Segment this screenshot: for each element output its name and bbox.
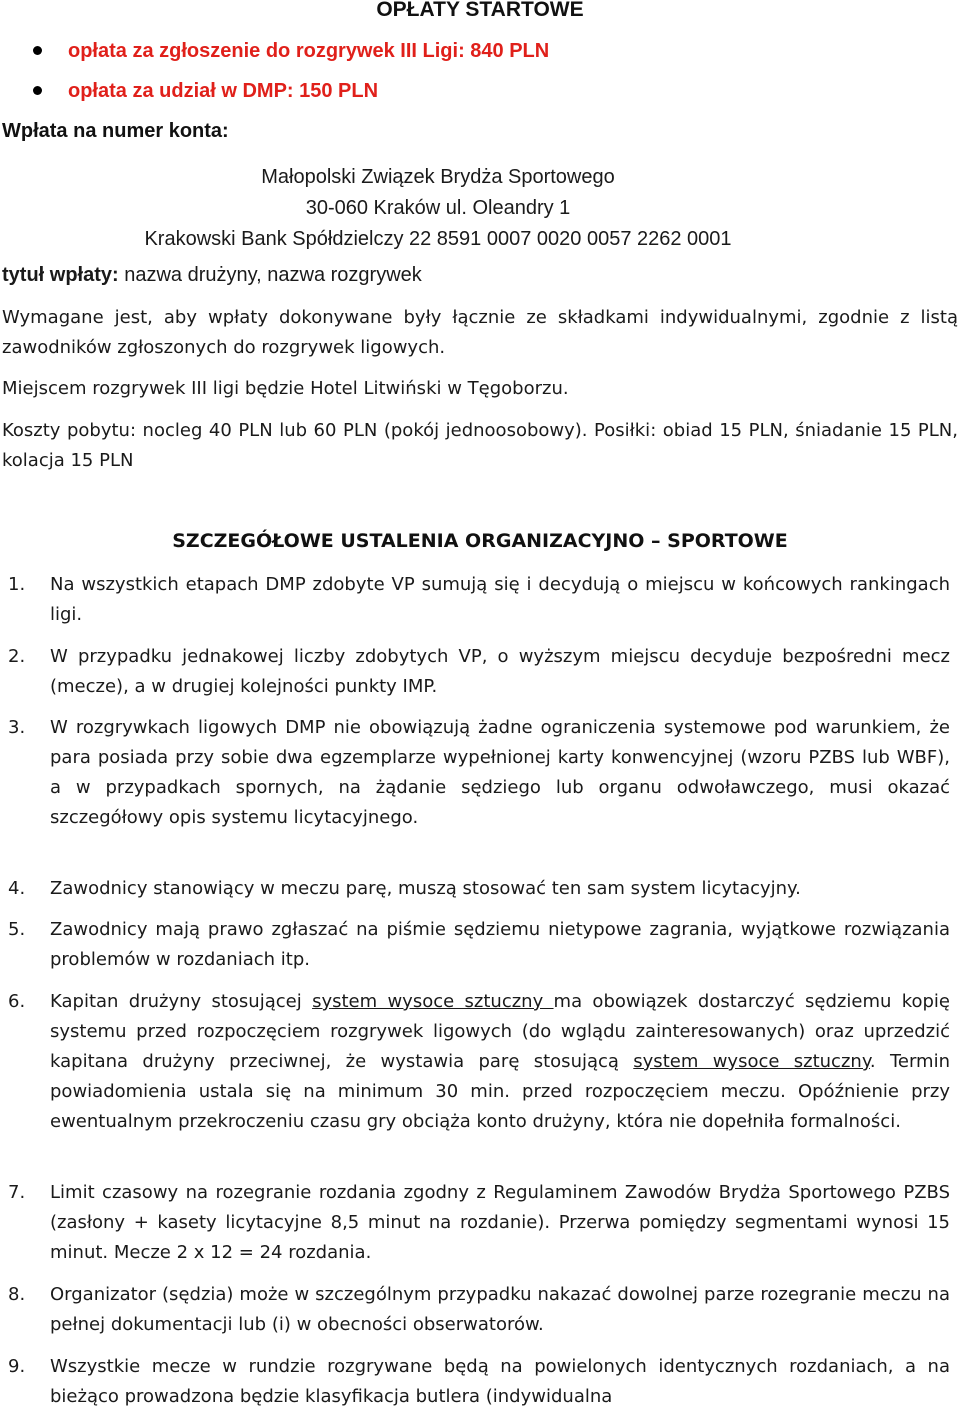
rule-number: 7. [8, 1182, 26, 1203]
rule-text: Zawodnicy stanowiący w meczu parę, muszą stosować ten sam system licytacyjny. [50, 878, 801, 899]
rule-number: 5. [8, 919, 26, 940]
page-title: OPŁATY STARTOWE [376, 0, 584, 21]
rule-number: 8. [8, 1284, 26, 1305]
rule-text: Wszystkie mecze w rundzie rozgrywane będą na powielonych identycznych rozdaniach, a na bieżąco prowadzona będzie klasyfikacja butlera (indywidualna [50, 1356, 950, 1407]
fee-list [0, 38, 549, 118]
rule-number: 9. [8, 1356, 26, 1377]
rule-text-part: . Termin powiadomienia ustala się na minimum 30 min. przed rozpoczęciem meczu. Opóźnienie przy ewentualnym przekroczeniu czasu gry obciąża konto drużyny, która nie dopełniła formalności. [50, 1051, 951, 1132]
fee-text: opłata za zgłoszenie do rozgrywek III Ligi: 840 PLN [68, 40, 550, 62]
bullet-icon [33, 46, 42, 55]
bank-details [0, 162, 876, 255]
fee-item [0, 78, 549, 118]
rule-number: 4. [8, 878, 26, 899]
section-heading: SZCZEGÓŁOWE USTALENIA ORGANIZACYJNO – SPORTOWE [172, 530, 788, 552]
fee-text: opłata za udział w DMP: 150 PLN [68, 80, 379, 102]
bank-line: Małopolski Związek Brydża Sportowego [261, 166, 615, 188]
underlined-term: system wysoce sztuczny [312, 991, 554, 1012]
rule-number: 6. [8, 991, 26, 1012]
paragraph-venue: Miejscem rozgrywek III ligi będzie Hotel Litwiński w Tęgoborzu. [2, 378, 569, 399]
rule-text [50, 987, 950, 1137]
bank-line: Krakowski Bank Spółdzielczy 22 8591 0007 0020 0057 2262 0001 [144, 228, 732, 250]
rule-number: 2. [8, 646, 26, 667]
rule-number: 3. [8, 717, 26, 738]
payment-title [2, 264, 422, 287]
rule-text-part: ma obowiązek dostarczyć sędziemu kopię systemu przed rozpoczęciem rozgrywek ligowych (do wglądu zainteresowanych) oraz uprzedzić kapitana drużyny przeciwnej, że wystawia parę stosującą [50, 991, 951, 1072]
bullet-icon [33, 86, 42, 95]
rule-text: W przypadku jednakowej liczby zdobytych VP, o wyższym miejscu decyduje bezpośredni mecz (mecze), a w drugiej kolejności punkty IMP. [50, 646, 950, 697]
rule-text: Organizator (sędzia) może w szczególnym przypadku nakazać dowolnej parze rozegranie meczu na pełnej dokumentacji lub (i) w obecności obserwatorów. [50, 1284, 950, 1335]
payment-title-label: tytuł wpłaty: [2, 264, 119, 286]
bank-line: 30-060 Kraków ul. Oleandry 1 [305, 197, 571, 219]
rule-text-part: Kapitan drużyny stosującej [50, 991, 313, 1012]
payment-title-value: nazwa drużyny, nazwa rozgrywek [118, 264, 422, 286]
rule-text: Na wszystkich etapach DMP zdobyte VP sumują się i decydują o miejscu w końcowych rankingach ligi. [50, 574, 950, 625]
underlined-term: system wysoce sztuczny [633, 1051, 870, 1072]
rule-text: Limit czasowy na rozegranie rozdania zgodny z Regulaminem Zawodów Brydża Sportowego PZBS (zasłony + kasety licytacyjne 8,5 minut na rozdanie). Przerwa pomiędzy segmentami wynosi 15 minut. Mecze 2 x 12 = 24 rozdania. [50, 1182, 950, 1263]
rule-text: Zawodnicy mają prawo zgłaszać na piśmie sędziemu nietypowe zagrania, wyjątkowe rozwiązania problemów w rozdaniach itp. [50, 919, 950, 970]
rule-number: 1. [8, 574, 26, 595]
rule-text: W rozgrywkach ligowych DMP nie obowiązują żadne ograniczenia systemowe pod warunkiem, że para posiada przy sobie dwa egzemplarze wypełnionej karty konwencyjnej (wzoru PZBS lub WBF), a w przypadkach spornych, na żądanie sędziego lub organu odwoławczego, musi okazać szczegółowy opis systemu licytacyjnego. [50, 717, 950, 828]
fee-item [0, 38, 549, 78]
account-label: Wpłata na numer konta: [2, 120, 229, 142]
paragraph-requirements: Wymagane jest, aby wpłaty dokonywane były łącznie ze składkami indywidualnymi, zgodnie z listą zawodników zgłoszonych do rozgrywek ligowych. [2, 307, 958, 358]
paragraph-costs: Koszty pobytu: nocleg 40 PLN lub 60 PLN (pokój jednoosobowy). Posiłki: obiad 15 PLN, śniadanie 15 PLN, kolacja 15 PLN [2, 420, 958, 471]
